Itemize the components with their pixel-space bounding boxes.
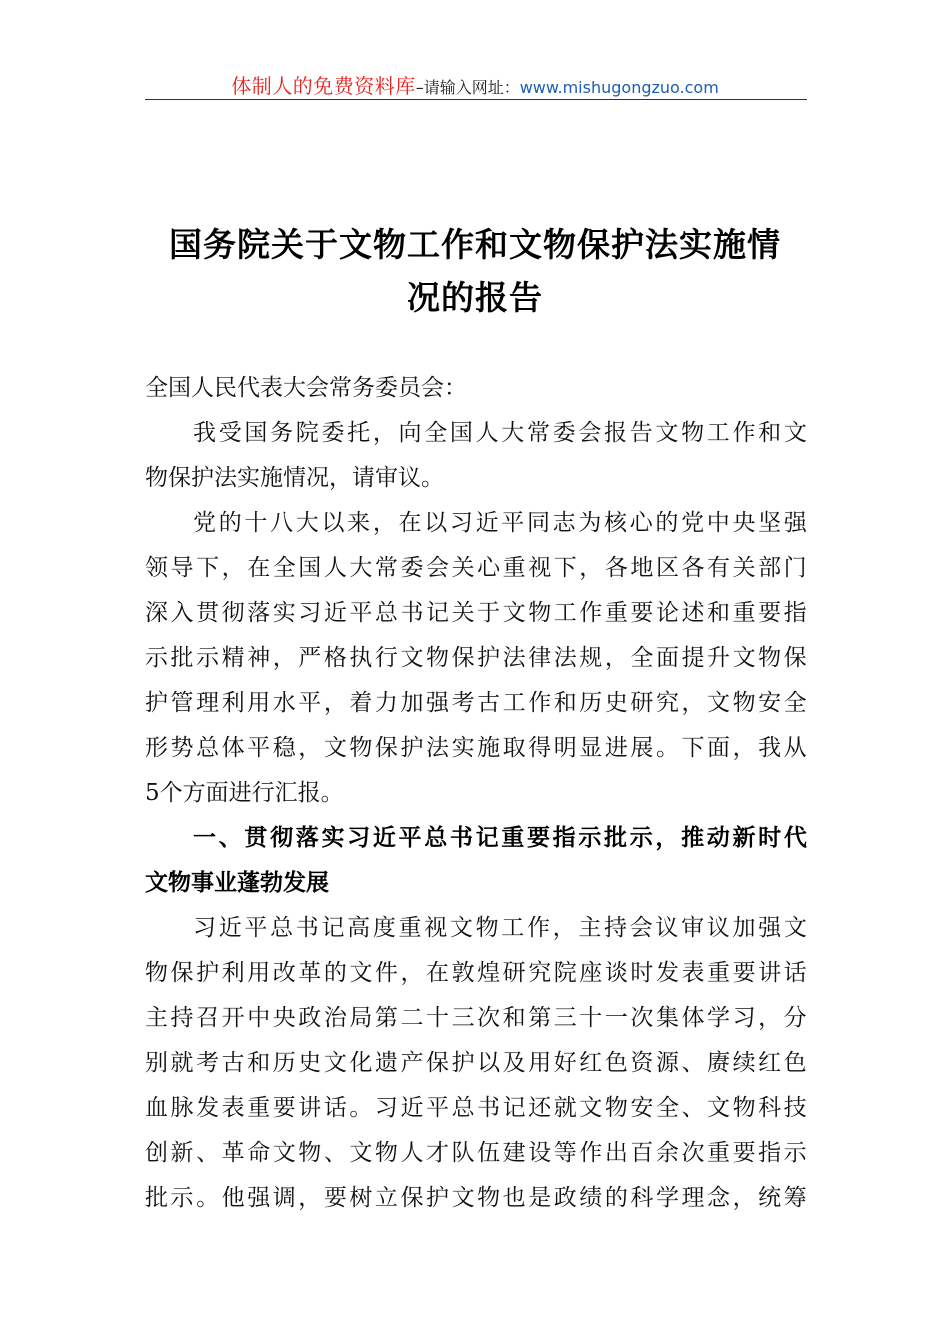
header-brand: 体制人的免费资料库	[231, 74, 416, 98]
body-line: 物 保 护 利 用 改 革 的 文 件 ， 在 敦 煌 研 究 院 座 谈 时 发 表 重 要 讲 话	[145, 960, 807, 986]
document-title	[145, 218, 805, 324]
body-line: 形 势 总 体 平 稳 ， 文 物 保 护 法 实 施 取 得 明 显 进 展 。 下 面 ， 我 从	[145, 735, 807, 761]
body-line: 别 就 考 古 和 历 史 文 化 遗 产 保 护 以 及 用 好 红 色 资 源 、 赓 续 红 色	[145, 1050, 807, 1076]
body-line: 血 脉 发 表 重 要 讲 话 。 习 近 平 总 书 记 还 就 文 物 安 全 、 文 物 科 技	[145, 1095, 807, 1121]
body-line: 习 近 平 总 书 记 高 度 重 视 文 物 工 作 ， 主 持 会 议 审 议 加 强 文	[193, 915, 807, 941]
body-line: 党 的 十 八 大 以 来 ， 在 以 习 近 平 同 志 为 核 心 的 党 中 央 坚 强	[193, 510, 807, 536]
header-url-link[interactable]: www.mishugongzuo.com	[519, 78, 719, 97]
body-line: 全国人民代表大会常务委员会：	[145, 375, 467, 401]
body-line: 我 受 国 务 院 委 托 ， 向 全 国 人 大 常 委 会 报 告 文 物 工 作 和 文	[193, 420, 807, 446]
body-line: 护 管 理 利 用 水 平 ， 着 力 加 强 考 古 工 作 和 历 史 研 究 ， 文 物 安 全	[145, 690, 807, 716]
header-divider	[145, 99, 807, 100]
document-body	[145, 366, 807, 1221]
body-line: 5个方面进行汇报。	[145, 780, 344, 806]
body-line: 主 持 召 开 中 央 政 治 局 第 二 十 三 次 和 第 三 十 一 次 集 体 学 习 ， 分	[145, 1005, 807, 1031]
title-line-1: 国务院关于文物工作和文物保护法实施情	[169, 225, 781, 264]
body-line: 创 新 、 革 命 文 物 、 文 物 人 才 队 伍 建 设 等 作 出 百 余 次 重 要 指 示	[145, 1140, 807, 1166]
section-heading-line: 文物事业蓬勃发展	[145, 870, 329, 896]
page-header	[145, 70, 805, 100]
title-line-2: 况的报告	[407, 278, 543, 317]
body-line: 示 批 示 精 神 ， 严 格 执 行 文 物 保 护 法 律 法 规 ， 全 面 提 升 文 物 保	[145, 645, 807, 671]
body-line: 批 示 。 他 强 调 ， 要 树 立 保 护 文 物 也 是 政 绩 的 科 学 理 念 ， 统 筹	[145, 1185, 807, 1211]
body-line: 领 导 下 ， 在 全 国 人 大 常 委 会 关 心 重 视 下 ， 各 地 区 各 有 关 部 门	[145, 555, 807, 581]
section-heading-line: 一 、 贯 彻 落 实 习 近 平 总 书 记 重 要 指 示 批 示 ， 推 动 新 时 代	[193, 825, 807, 851]
body-line: 物保护法实施情况，请审议。	[145, 465, 444, 491]
header-separator: –请输入网址：	[415, 78, 520, 97]
body-line: 深 入 贯 彻 落 实 习 近 平 总 书 记 关 于 文 物 工 作 重 要 论 述 和 重 要 指	[145, 600, 807, 626]
